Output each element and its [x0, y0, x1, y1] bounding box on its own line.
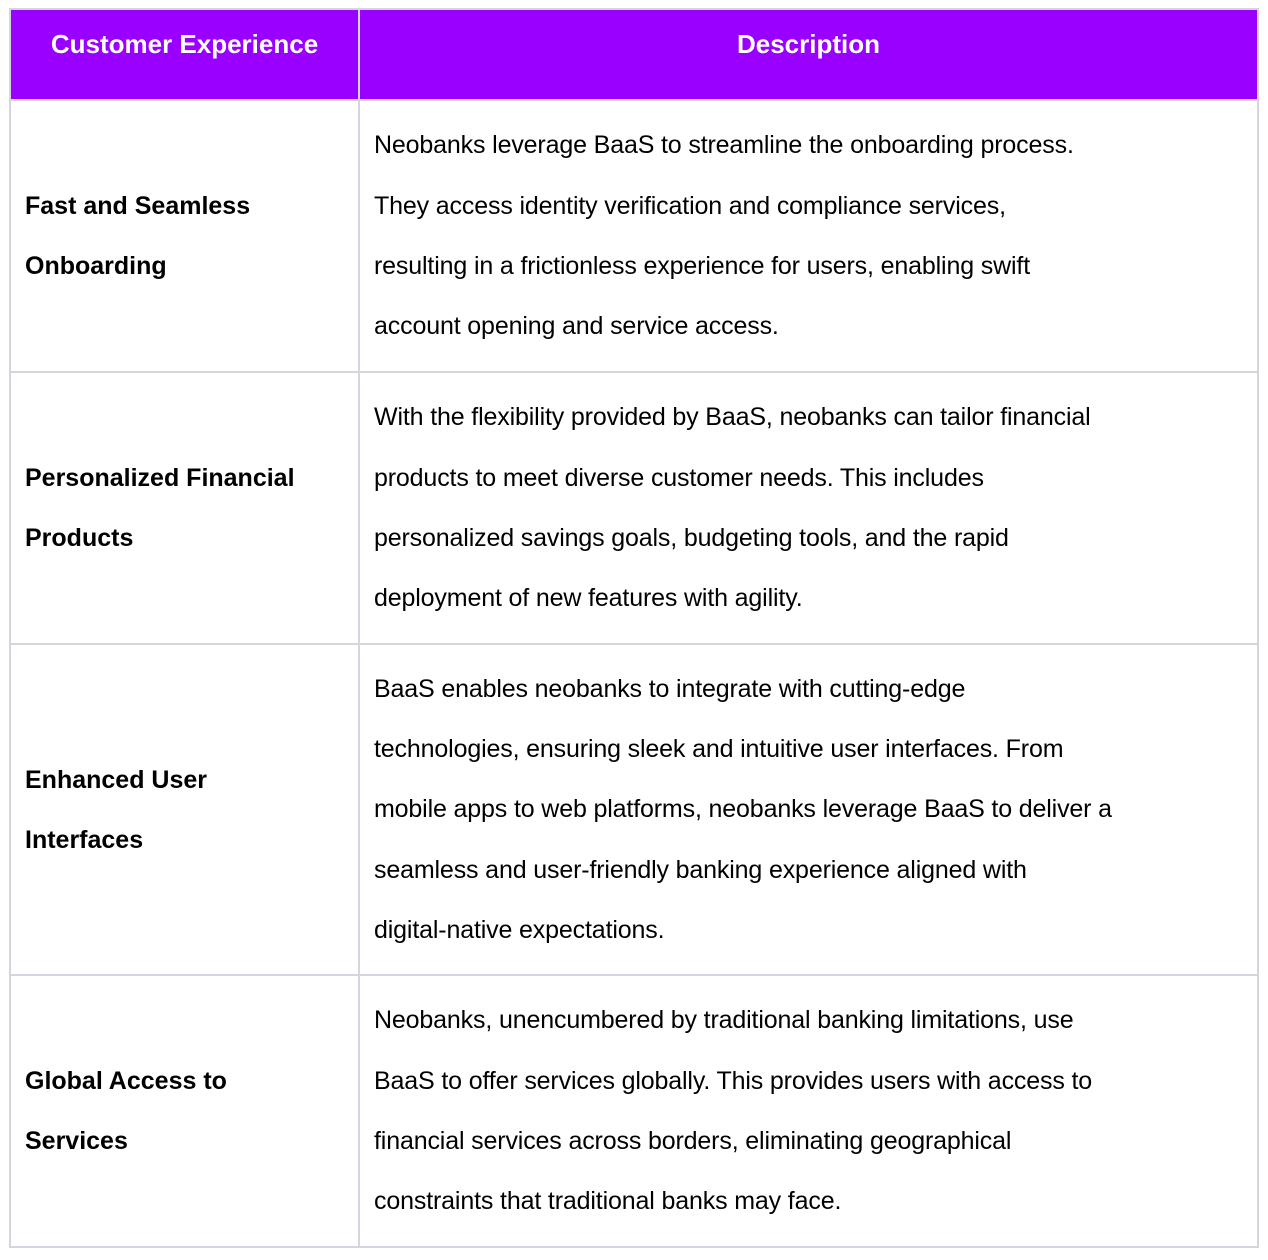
experience-name-line: Enhanced User — [25, 765, 208, 794]
description-line: personalized savings goals, budgeting tools, and the rapid — [374, 524, 1009, 552]
description-line: account opening and service access. — [374, 312, 779, 341]
description-line: financial services across borders, eliminating geographical — [374, 1127, 1012, 1155]
header-description: Description — [359, 9, 1258, 100]
description-line: technologies, ensuring sleek and intuitive user interfaces. From — [374, 735, 1064, 764]
description-line: deployment of new features with agility. — [374, 584, 803, 613]
description-line: products to meet diverse customer needs. This includes — [374, 463, 984, 492]
description-cell — [359, 372, 1258, 644]
description-line: resulting in a frictionless experience for users, enabling swift — [374, 252, 1031, 280]
experience-name-line: Global Access to — [25, 1067, 227, 1095]
description-cell — [359, 100, 1258, 372]
table-row — [10, 975, 1258, 1247]
header-customer-experience: Customer Experience — [10, 9, 359, 100]
experience-name-line: Products — [25, 524, 134, 552]
experience-name-line: Interfaces — [25, 825, 144, 854]
table-row — [10, 372, 1258, 644]
description-line: mobile apps to web platforms, neobanks leverage BaaS to deliver a — [374, 795, 1112, 824]
experience-name-cell — [10, 975, 359, 1247]
table-row — [10, 644, 1258, 975]
experience-name-cell — [10, 372, 359, 644]
table-row — [10, 100, 1258, 372]
experience-name-line: Fast and Seamless — [25, 192, 251, 220]
header-row — [10, 9, 1258, 100]
experience-name-line: Onboarding — [25, 252, 167, 280]
description-cell — [359, 644, 1258, 975]
experience-name-line: Personalized Financial — [25, 464, 295, 492]
description-line: Neobanks leverage BaaS to streamline the onboarding process. — [374, 131, 1074, 160]
description-line: constraints that traditional banks may face. — [374, 1187, 842, 1216]
description-line: They access identity verification and compliance services, — [374, 191, 1006, 220]
description-line: BaaS to offer services globally. This provides users with access to — [374, 1066, 1093, 1095]
description-line: With the flexibility provided by BaaS, neobanks can tailor financial — [374, 403, 1091, 432]
description-line: seamless and user-friendly banking experience aligned with — [374, 855, 1027, 884]
description-line: Neobanks, unencumbered by traditional banking limitations, use — [374, 1006, 1074, 1035]
experience-name-cell — [10, 100, 359, 372]
description-cell — [359, 975, 1258, 1247]
description-line: BaaS enables neobanks to integrate with cutting-edge — [374, 674, 966, 703]
experience-name-line: Services — [25, 1127, 128, 1155]
customer-experience-table — [9, 8, 1259, 1248]
description-line: digital-native expectations. — [374, 915, 665, 944]
experience-name-cell — [10, 644, 359, 975]
